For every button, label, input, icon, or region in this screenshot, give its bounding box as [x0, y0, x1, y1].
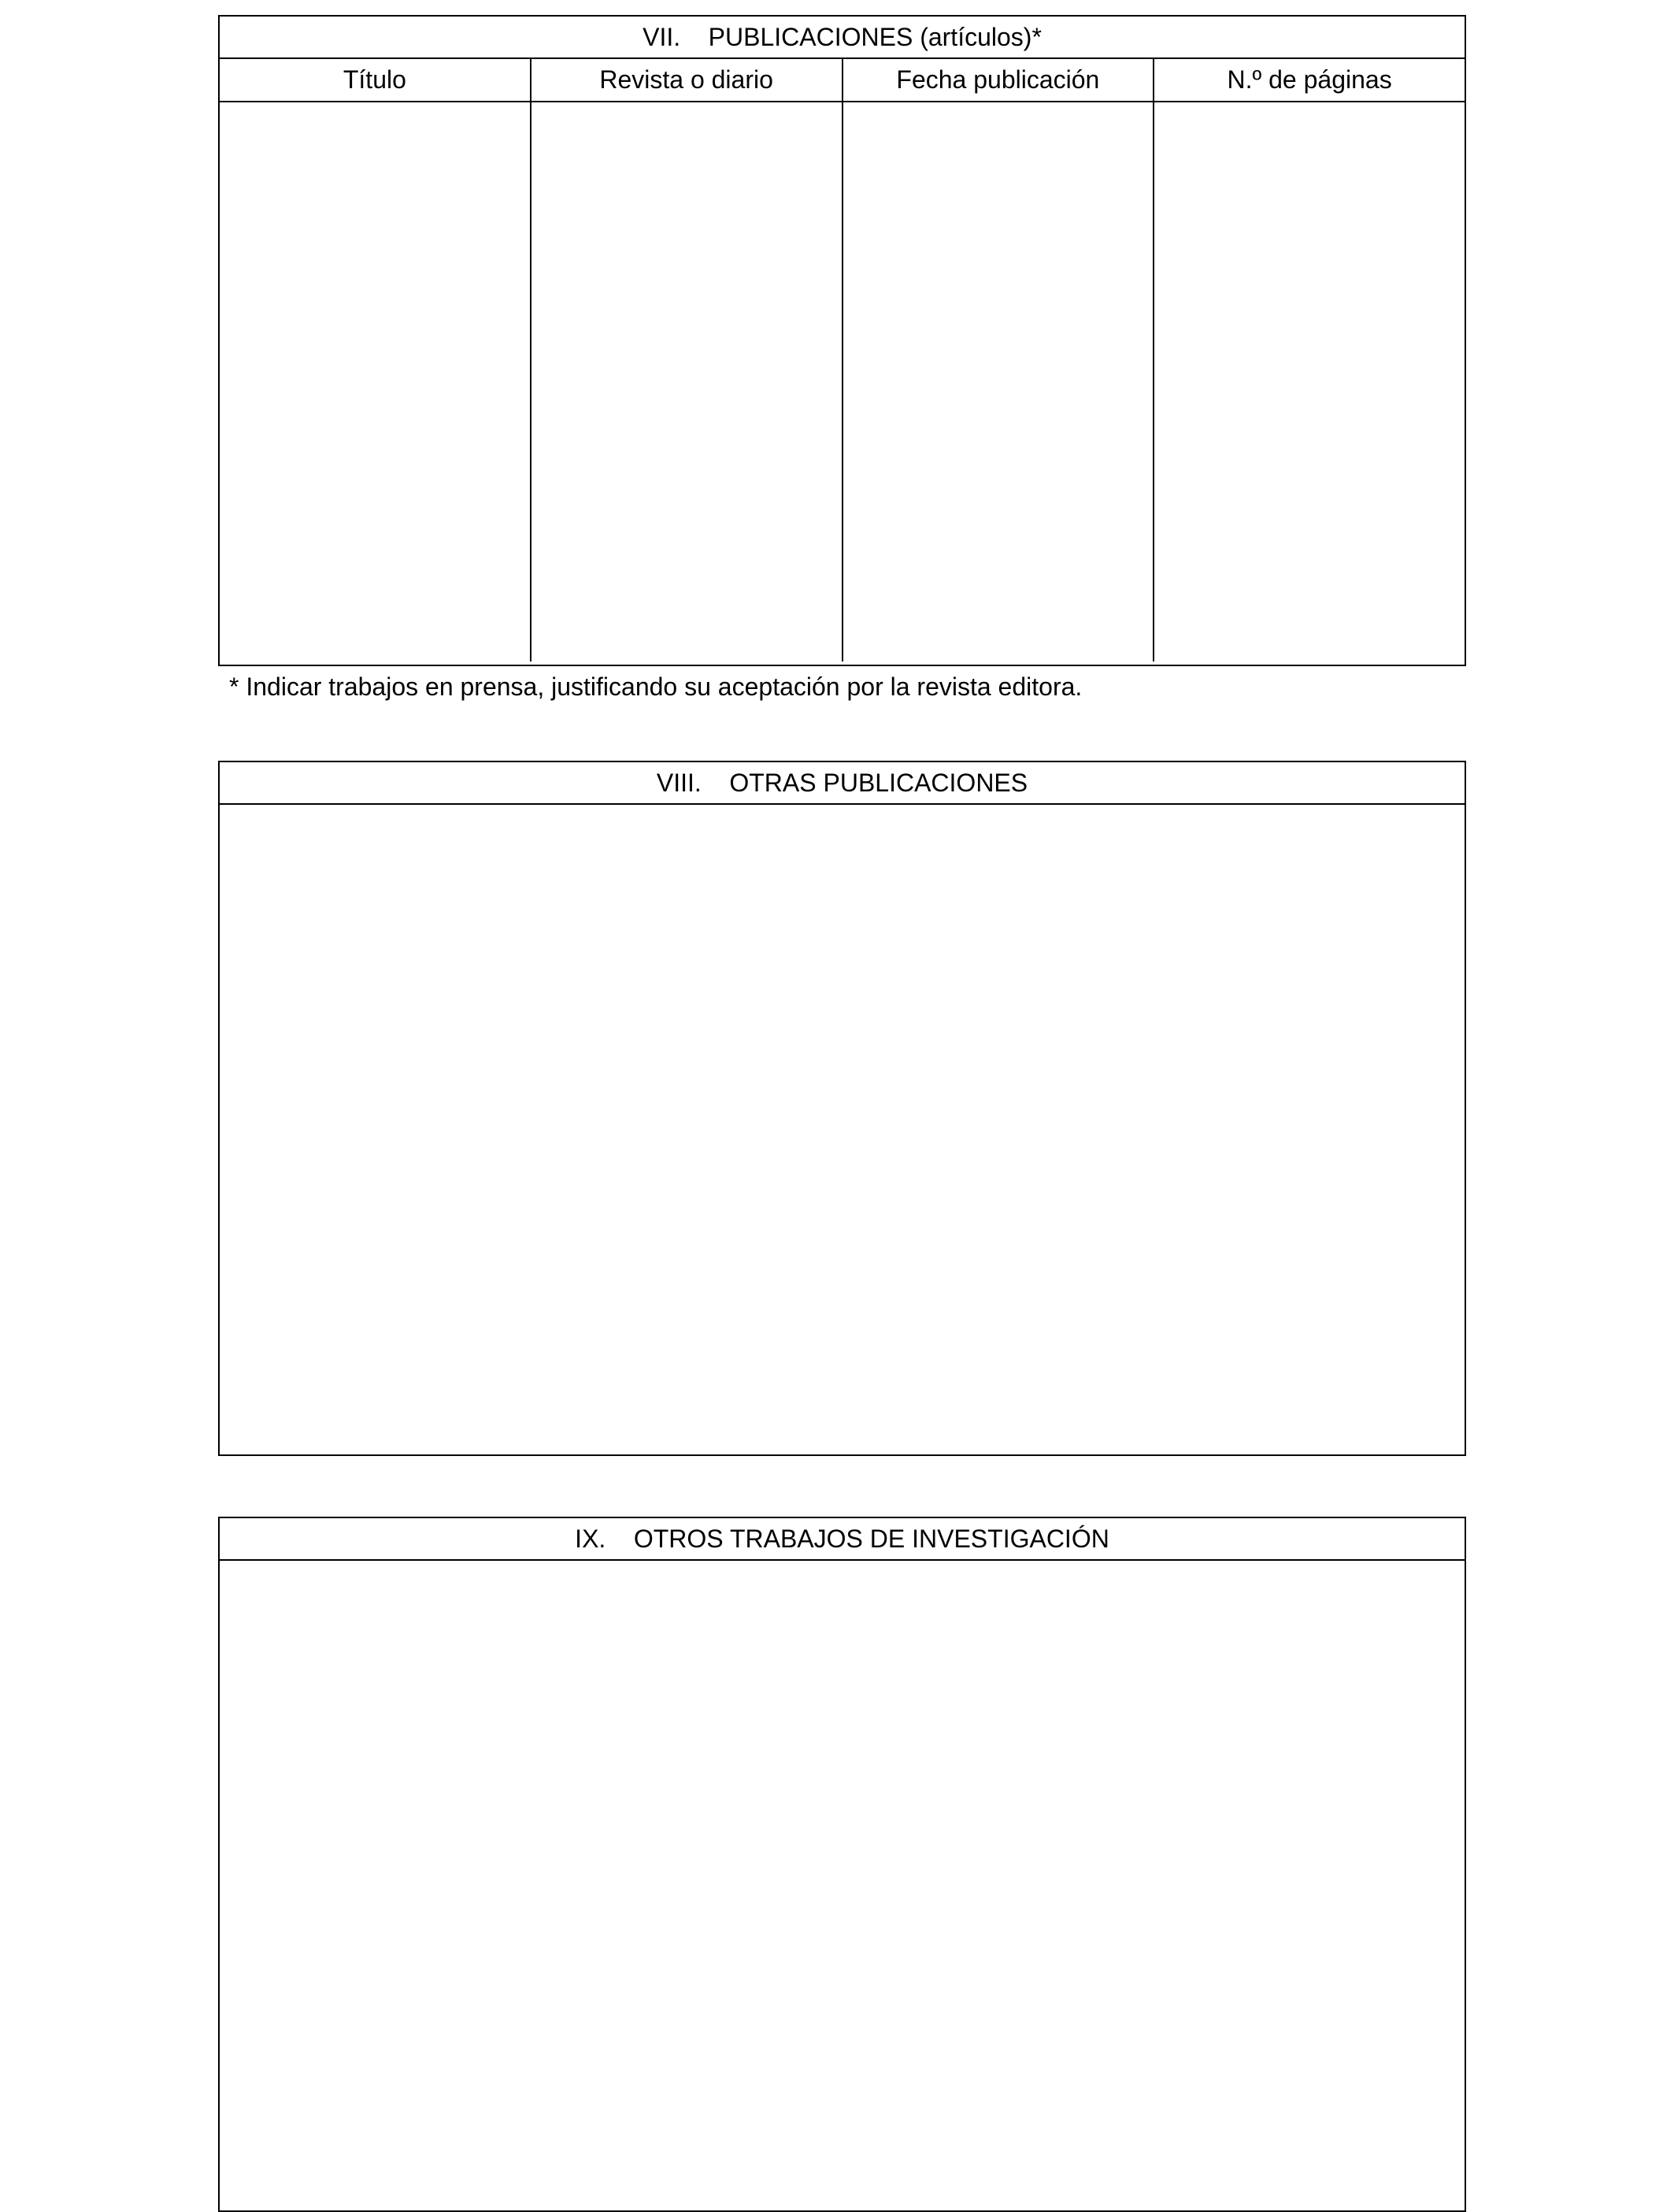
otras-publicaciones-field[interactable] — [220, 805, 1465, 1454]
otros-trabajos-field[interactable] — [220, 1561, 1465, 2210]
column-header-titulo: Título — [220, 59, 531, 101]
publicaciones-footnote: * Indicar trabajos en prensa, justificando su aceptación por la revista editora. — [229, 672, 1083, 701]
publicaciones-table — [218, 15, 1466, 666]
column-header-paginas: N.º de páginas — [1227, 65, 1392, 94]
publicaciones-title: VII. PUBLICACIONES (artículos)* — [220, 17, 1465, 59]
paginas-field[interactable] — [1154, 102, 1465, 661]
revista-field[interactable] — [531, 102, 843, 661]
publicaciones-body — [220, 102, 1465, 661]
column-header-fecha: Fecha publicación — [843, 59, 1155, 101]
titulo-field[interactable] — [220, 102, 531, 661]
otras-publicaciones-box — [218, 761, 1466, 1456]
otros-trabajos-box — [218, 1517, 1466, 2212]
column-header-revista: Revista o diario — [531, 59, 843, 101]
fecha-field[interactable] — [843, 102, 1155, 661]
otros-trabajos-title: IX. OTROS TRABAJOS DE INVESTIGACIÓN — [220, 1518, 1465, 1561]
publicaciones-header-row — [220, 59, 1465, 102]
otras-publicaciones-title: VIII. OTRAS PUBLICACIONES — [220, 762, 1465, 805]
